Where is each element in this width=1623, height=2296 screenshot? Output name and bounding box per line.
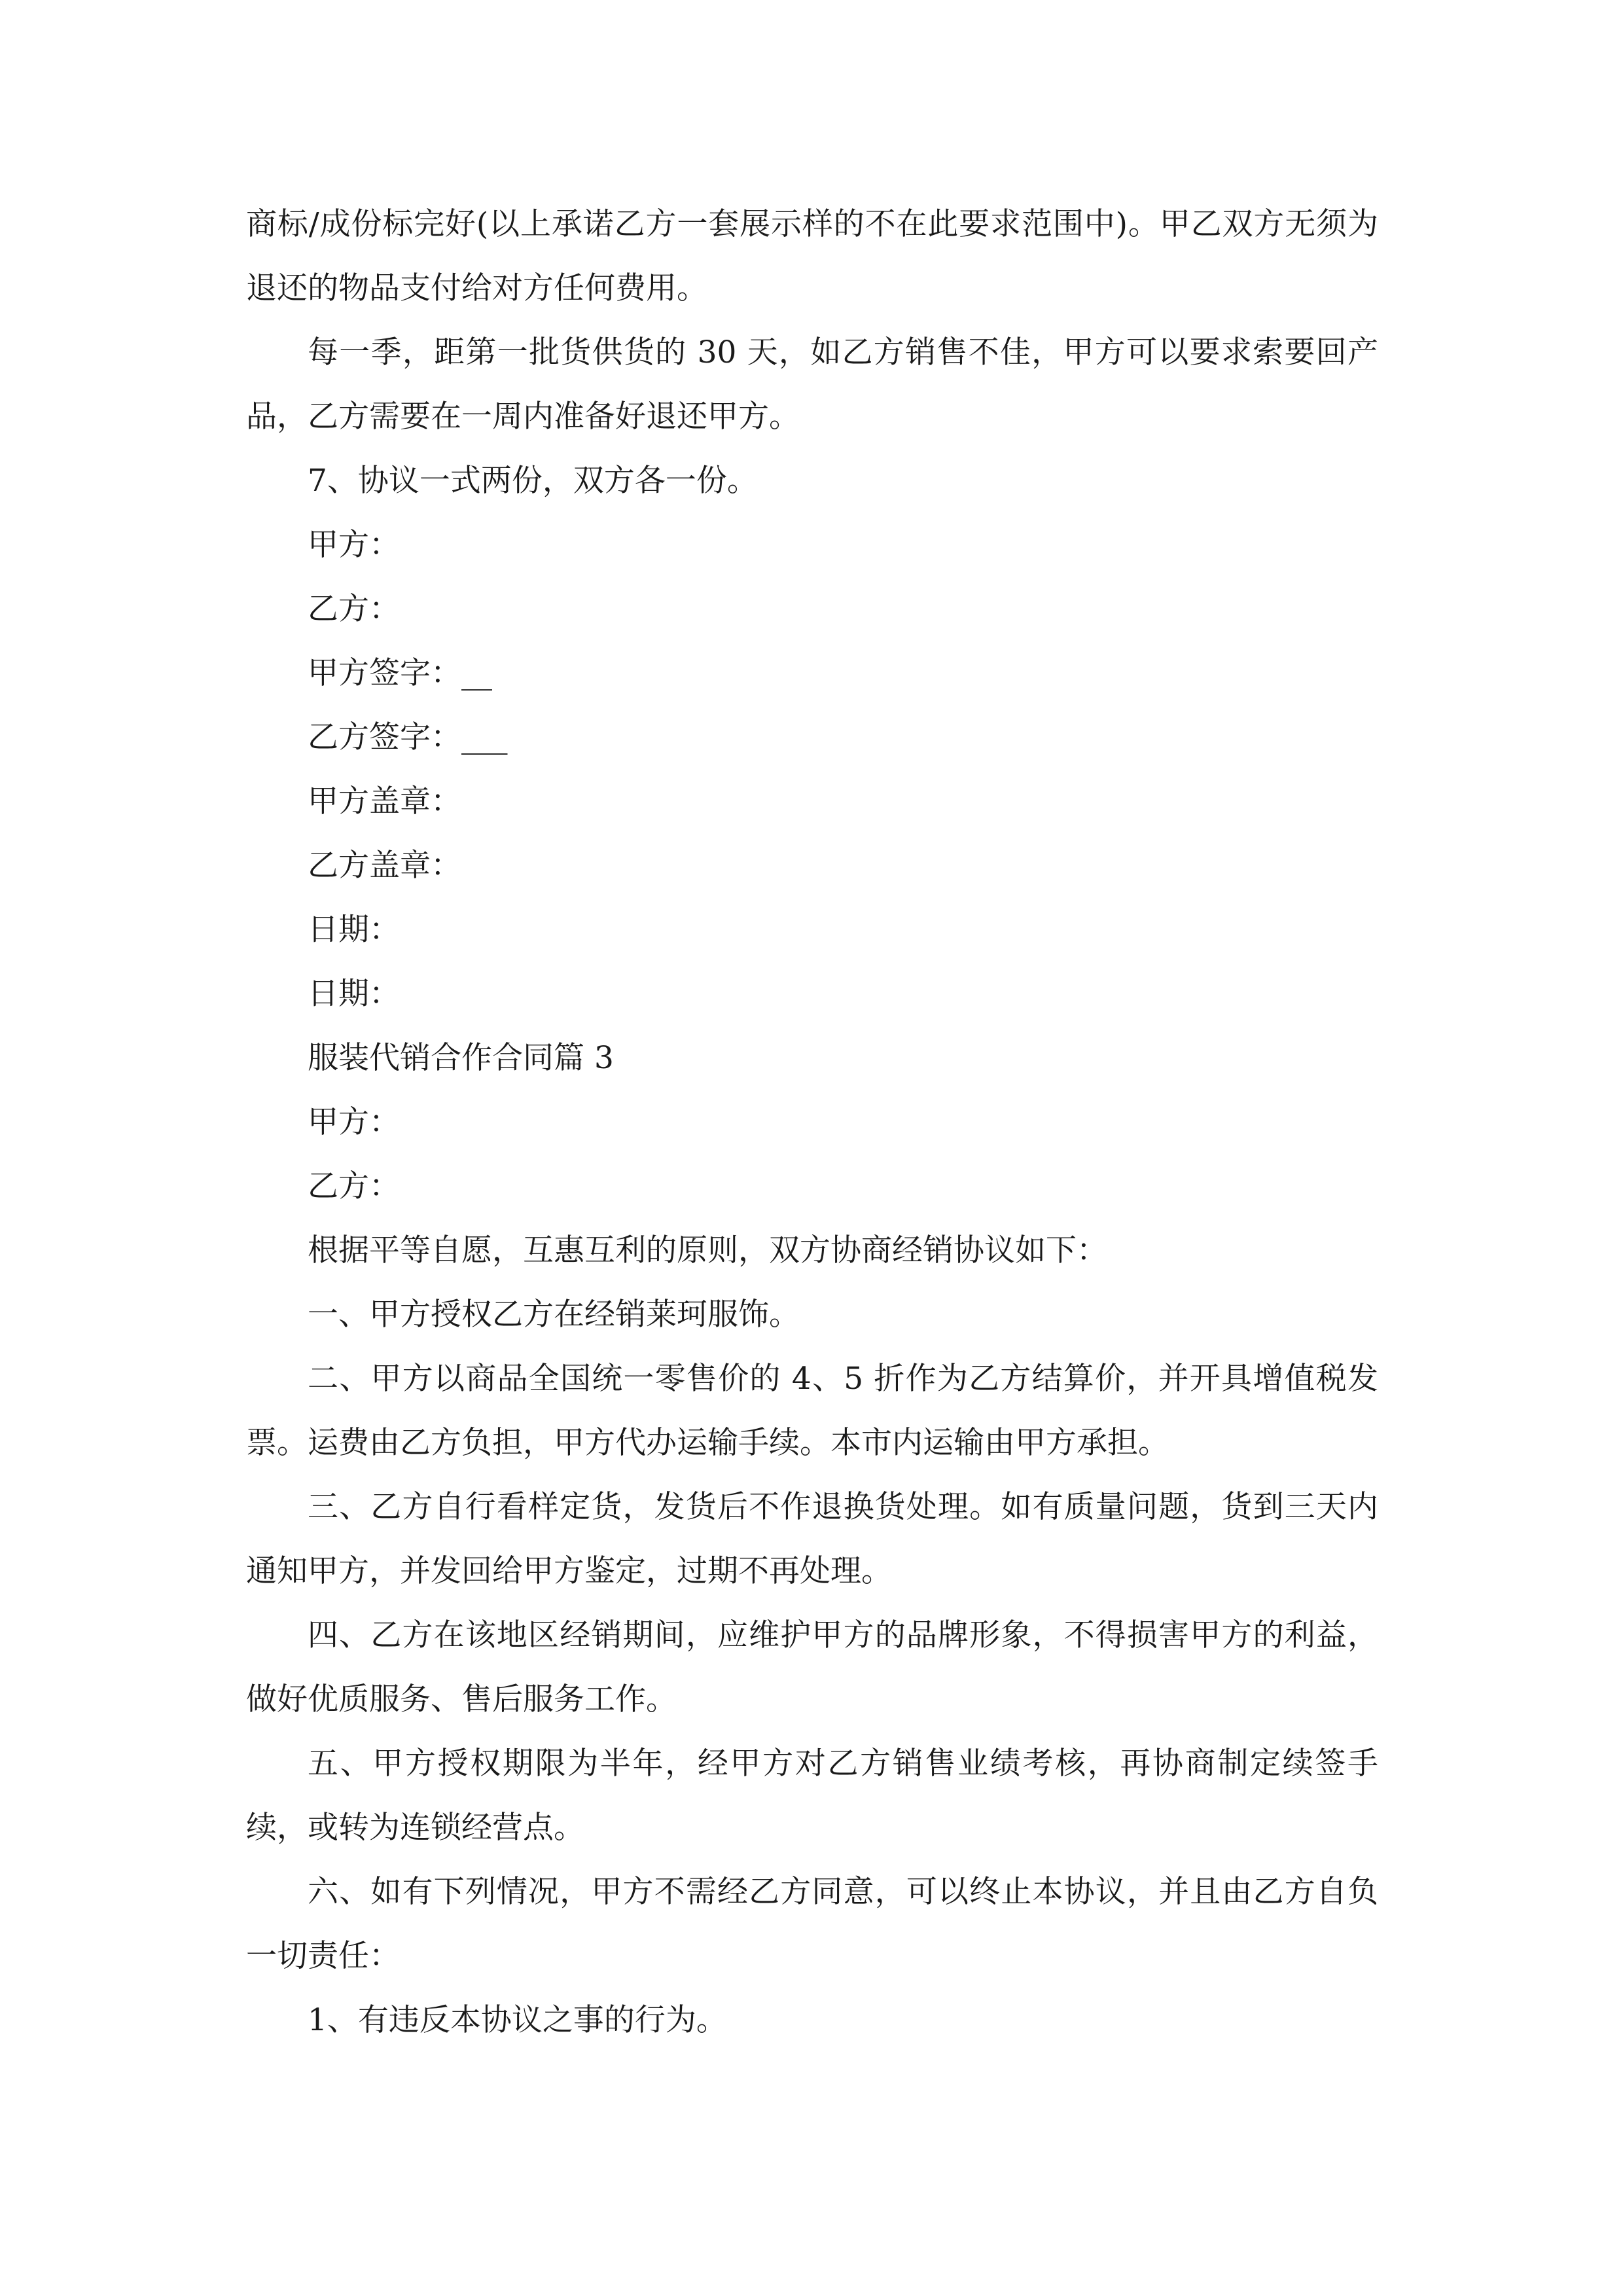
paragraph-clause-7: 7、协议一式两份，双方各一份。	[308, 463, 758, 499]
party-b-seal-label: 乙方盖章：	[308, 848, 461, 884]
document-body	[246, 192, 1378, 2053]
clause-3-ordering: 三、乙方自行看样定货，发货后不作退换货处理。如有质量问题，货到三天内通知甲方，并发回给甲方鉴定，过期不再处理。	[246, 1489, 1378, 1589]
party-b-label: 乙方：	[308, 591, 400, 627]
date-label-b: 日期：	[308, 976, 400, 1012]
paragraph-seasonal-return: 每一季，距第一批货供货的 30 天，如乙方销售不佳，甲方可以要求索要回产品，乙方需要在一周内准备好退还甲方。	[246, 334, 1378, 435]
section-heading-contract-3: 服装代销合作合同篇 3	[308, 1040, 614, 1076]
party-a-signature-line: 甲方签字：__	[308, 655, 492, 691]
clause-6-item-1: 1、有违反本协议之事的行为。	[308, 2002, 727, 2038]
clause-2-settlement-price: 二、甲方以商品全国统一零售价的 4、5 折作为乙方结算价，并开具增值税发票。运费由乙方负担，甲方代办运输手续。本市内运输由甲方承担。	[246, 1361, 1378, 1461]
clause-6-termination: 六、如有下列情况，甲方不需经乙方同意，可以终止本协议，并且由乙方自负一切责任：	[246, 1874, 1378, 1974]
party-a-seal-label: 甲方盖章：	[308, 783, 461, 819]
party-b-signature-line: 乙方签字：___	[308, 719, 508, 755]
party-a-label: 甲方：	[308, 527, 400, 563]
date-label-a: 日期：	[308, 912, 400, 948]
clause-4-brand-image: 四、乙方在该地区经销期间，应维护甲方的品牌形象，不得损害甲方的利益，做好优质服务、售后服务工作。	[246, 1617, 1378, 1717]
party-b-label-2: 乙方：	[308, 1168, 400, 1204]
paragraph-trademark-condition: 商标/成份标完好(以上承诺乙方一套展示样的不在此要求范围中)。甲乙双方无须为退还的物品支付给对方任何费用。	[246, 206, 1378, 306]
clause-5-authorization-period: 五、甲方授权期限为半年，经甲方对乙方销售业绩考核，再协商制定续签手续，或转为连锁经营点。	[246, 1746, 1378, 1846]
clause-1-authorization: 一、甲方授权乙方在经销莱珂服饰。	[308, 1297, 800, 1333]
paragraph-principle: 根据平等自愿，互惠互利的原则，双方协商经销协议如下：	[308, 1232, 1107, 1268]
party-a-label-2: 甲方：	[308, 1104, 400, 1140]
